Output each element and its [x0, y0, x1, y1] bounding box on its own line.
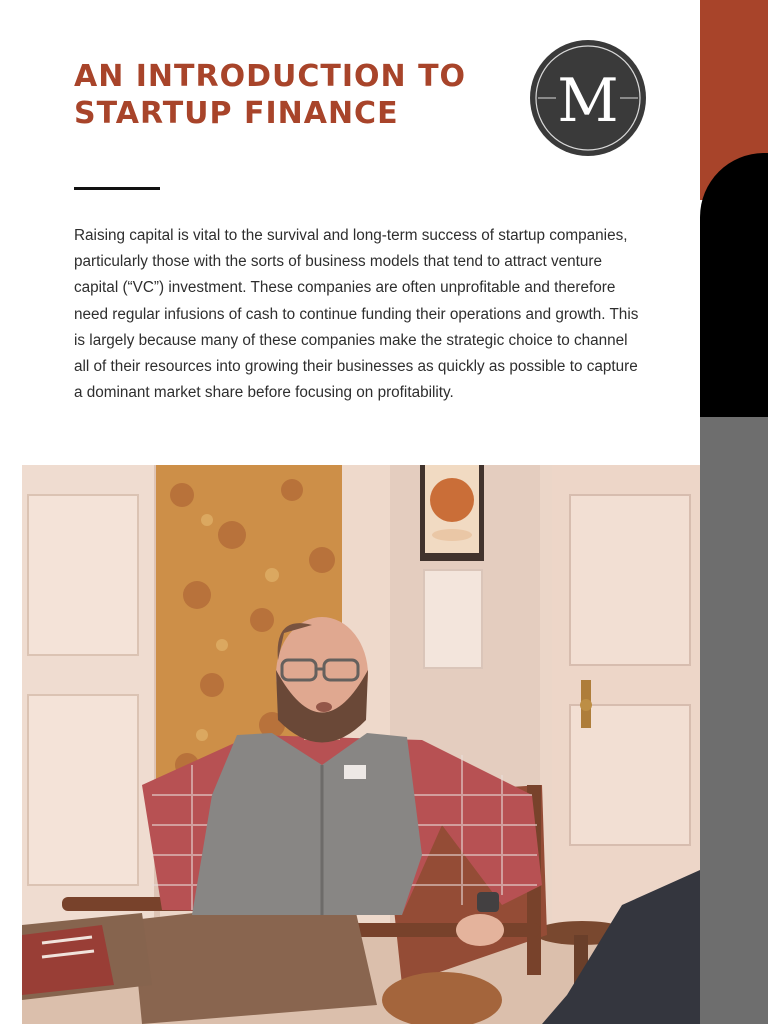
- logo-letter: M: [557, 66, 619, 136]
- page-title: [74, 58, 494, 132]
- title-divider: [74, 187, 160, 190]
- side-accent-gray: [700, 417, 768, 1024]
- title-line-2: STARTUP FINANCE: [74, 96, 399, 131]
- intro-paragraph: Raising capital is vital to the survival and long-term success of startup companies, particularly those with the sorts of business models that tend to attract venture capital (“VC”) investment. These companies are often unprofitable and therefore need regular infusions of cash to continue funding their operations and growth. This is largely because many of these companies make the strategic choice to channel all of their resources into growing their businesses as quickly as possible to capture a dominant market share before focusing on profitability.: [74, 227, 639, 402]
- feature-photo: [22, 465, 700, 1024]
- logo-m-seal: [528, 37, 648, 159]
- side-accent-black: [700, 153, 768, 417]
- photo-illustration: [22, 465, 700, 1024]
- title-line-1: AN INTRODUCTION TO: [74, 59, 467, 94]
